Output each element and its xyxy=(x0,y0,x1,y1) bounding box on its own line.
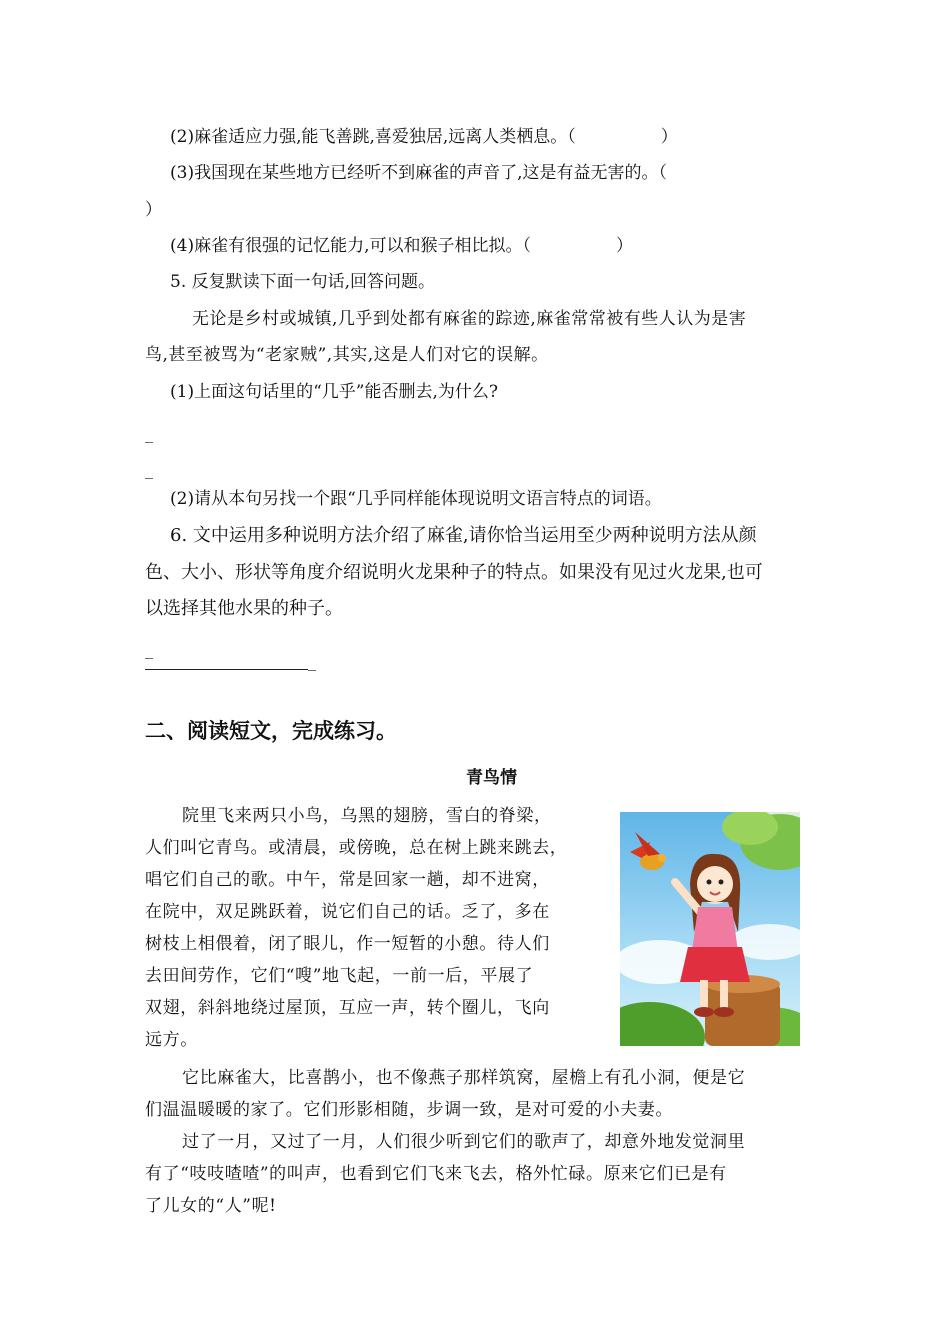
story-line: 过了一月，又过了一月，人们很少听到它们的歌声了，却意外地发觉洞里 xyxy=(182,1132,746,1152)
answer-underline[interactable] xyxy=(145,669,308,670)
story-line: 有了“吱吱喳喳”的叫声，也看到它们飞来飞去，格外忙碌。原来它们已是有 xyxy=(145,1164,727,1184)
question-5-1: (1)上面这句话里的“几乎”能否删去,为什么? xyxy=(170,382,498,402)
story-line: 院里飞来两只小鸟，乌黑的翅膀，雪白的脊梁， xyxy=(182,806,552,826)
story-line: 在院中，双足跳跃着，说它们自己的话。乏了，多在 xyxy=(145,902,550,922)
story-line: 远方。 xyxy=(145,1030,198,1050)
question-4-3: (3)我国现在某些地方已经听不到麻雀的声音了,这是有益无害的。（ xyxy=(170,163,667,183)
story-line: 双翅，斜斜地绕过屋顶，互应一声，转个圈儿，飞向 xyxy=(145,998,550,1018)
quote-line-1: 无论是乡村或城镇,几乎到处都有麻雀的踪迹,麻雀常常被有些人认为是害 xyxy=(192,309,747,329)
story-line: 们温温暖暖的家了。它们形影相随，步调一致，是对可爱的小夫妻。 xyxy=(145,1100,673,1120)
question-6-line-3: 以选择其他水果的种子。 xyxy=(145,598,343,619)
girl-bird-illustration xyxy=(620,812,800,1046)
story-line: 唱它们自己的歌。中午，常是回家一趟，却不进窝， xyxy=(145,870,550,890)
story-line: 去田间劳作，它们“嗖”地飞起，一前一后，平展了 xyxy=(145,966,534,986)
story-line: 树枝上相偎着，闭了眼儿，作一短暂的小憩。待人们 xyxy=(145,934,550,954)
story-title: 青鸟情 xyxy=(466,768,517,788)
question-4-4: (4)麻雀有很强的记忆能力,可以和猴子相比拟。（ ） xyxy=(170,236,633,256)
question-4-3-bracket: ） xyxy=(145,200,162,220)
answer-line-3[interactable]: _ xyxy=(145,640,153,659)
question-5-2: (2)请从本句另找一个跟“几乎同样能体现说明文语言特点的词语。 xyxy=(170,489,662,509)
illustration-girl-with-bird xyxy=(620,812,800,1046)
story-line: 了儿女的“人”呢! xyxy=(145,1196,277,1216)
section-2-heading: 二、阅读短文，完成练习。 xyxy=(145,719,397,743)
question-5: 5. 反复默读下面一句话,回答问题。 xyxy=(170,272,436,292)
question-4-2: (2)麻雀适应力强,能飞善跳,喜爱独居,远离人类栖息。（ ） xyxy=(170,127,678,147)
answer-line-1[interactable]: _ xyxy=(145,424,153,443)
answer-line-4[interactable]: _ xyxy=(308,652,316,671)
answer-line-2[interactable]: _ xyxy=(145,460,153,479)
question-6-line-1: 6. 文中运用多种说明方法介绍了麻雀,请你恰当运用至少两种说明方法从颜 xyxy=(170,525,757,546)
question-6-line-2: 色、大小、形状等角度介绍说明火龙果种子的特点。如果没有见过火龙果,也可 xyxy=(145,562,763,583)
story-line: 它比麻雀大，比喜鹊小，也不像燕子那样筑窝，屋檐上有孔小洞，便是它 xyxy=(182,1068,746,1088)
story-line: 人们叫它青鸟。或清晨，或傍晚，总在树上跳来跳去， xyxy=(145,838,568,858)
quote-line-2: 鸟,甚至被骂为“老家贼”,其实,这是人们对它的误解。 xyxy=(145,345,549,365)
